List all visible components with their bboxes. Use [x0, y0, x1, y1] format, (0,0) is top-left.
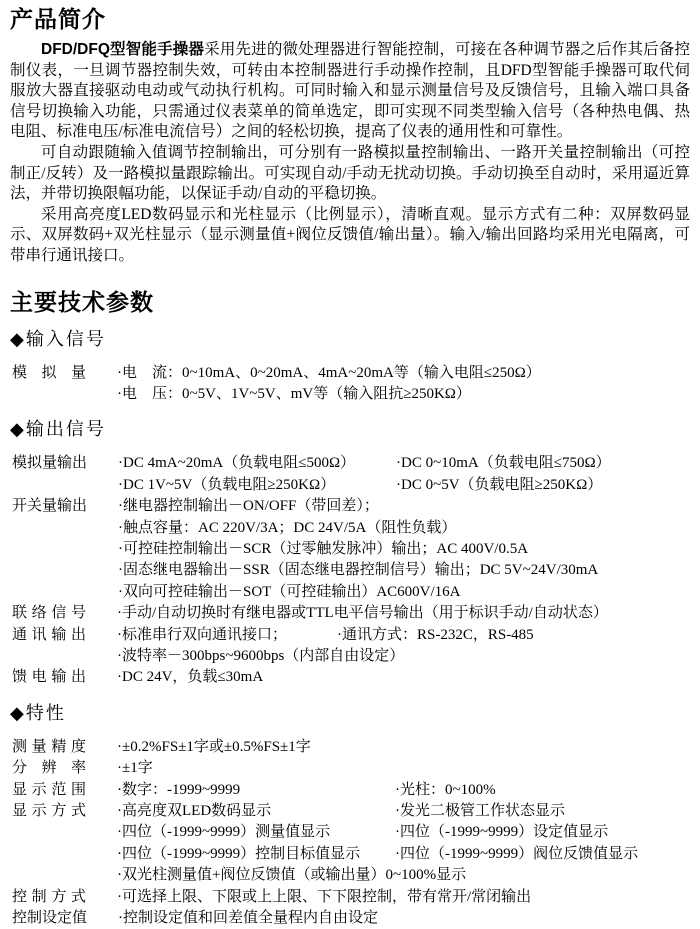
spec-row-control-mode: [10, 887, 690, 908]
spec-row-resolution: [10, 758, 690, 779]
spec-value: ·标准串行双向通讯接口；: [117, 626, 287, 643]
intro-paragraph-2: 可自动跟随输入值调节控制输出，可分别有一路模拟量控制输出、一路开关量控制输出（可控制正/反转）及一路模拟量跟踪输出。可实现自动/手动无扰动切换。手动切换至自动时，采用逼近算法，并带切换限幅功能，以保证手动/自动的平稳切换。: [10, 143, 690, 203]
spec-value: ·可选择上限、下限或上上限、下下限控制，带有常开/常闭输出: [117, 888, 532, 905]
spec-row-comm-output: [10, 625, 690, 668]
spec-row-feed-output: [10, 667, 690, 688]
spec-value: ·继电器控制输出－ON/OFF（带回差）；: [118, 498, 379, 515]
intro-paragraph-1-text: 采用先进的微处理器进行智能控制，可接在各种调节器之后作其后备控制仪表，一旦调节器控制失效，可转由本控制器进行手动操作控制，且DFD型智能手操器可取代伺服放大器直接驱动电动或气动执行机构。可同时输入和显示测量信号及反馈信号，且输入端口具备信号切换输入功能，只需通过仪表菜单的简单选定，即可实现不同类型输入信号（各种热电偶、热电阻、标准电压/标准电流信号）之间的轻松切换，提高了仪表的通用性和可靠性。: [10, 41, 690, 141]
spec-value: ·手动/自动切换时有继电器或TTL电平信号输出（用于标识手动/自动状态）: [117, 605, 608, 622]
spec-value: ·±1字: [117, 760, 153, 777]
spec-value: ·数字：-1999~9999: [117, 781, 241, 798]
product-model-lead: DFD/DFQ型智能手操器: [41, 41, 205, 58]
spec-value: ·波特率－300bps~9600bps（内部自由设定）: [117, 648, 405, 664]
section-heading-output-signal: ◆输出信号: [10, 419, 106, 440]
spec-value: ·高亮度双LED数码显示: [117, 803, 272, 820]
spec-label: 测量精度: [12, 738, 86, 755]
spec-row-display-range: [10, 780, 690, 801]
spec-value: ·DC 24V，负载≤30mA: [117, 669, 264, 686]
spec-value: ·DC 0~10mA（负载电阻≤750Ω）: [396, 455, 611, 472]
spec-label: 模拟量输出: [12, 455, 88, 472]
spec-value: ·DC 4mA~20mA（负载电阻≤500Ω）: [118, 455, 356, 472]
spec-value: ·光柱：0~100%: [395, 781, 496, 798]
spec-row-display-mode: [10, 801, 690, 887]
spec-label: 开关量输出: [12, 498, 88, 515]
spec-label: 联络信号: [12, 605, 86, 622]
spec-row-switch-output: [10, 496, 690, 603]
spec-value: ·四位（-1999~9999）控制目标值显示: [117, 845, 361, 862]
spec-label: 控制方式: [12, 888, 86, 905]
spec-label: 模拟量: [12, 364, 86, 381]
spec-label: 控制设定值: [12, 910, 88, 927]
spec-label: 分辨率: [12, 760, 86, 777]
spec-value: ·±0.2%FS±1字或±0.5%FS±1字: [117, 738, 311, 755]
spec-value: ·通讯方式：RS-232C，RS-485: [337, 626, 534, 643]
spec-value: ·发光二极管工作状态显示: [395, 803, 565, 820]
spec-value: ·四位（-1999~9999）阀位反馈值显示: [395, 845, 639, 862]
product-intro-title: 产品简介: [10, 6, 106, 32]
spec-value: ·DC 0~5V（负载电阻≥250KΩ）: [396, 476, 603, 493]
tech-params-title: 主要技术参数: [10, 288, 154, 315]
spec-row-analog-output: [10, 453, 690, 496]
intro-paragraph-1: [10, 40, 690, 143]
section-heading-features: ◆特性: [10, 702, 66, 723]
spec-value: ·可控硅控制输出－SCR（过零触发脉冲）输出；AC 400V/0.5A: [118, 540, 529, 557]
spec-value: ·控制设定值和回差值全量程内自由设定: [118, 910, 379, 927]
spec-value: ·四位（-1999~9999）设定值显示: [395, 824, 609, 841]
spec-value: ·双向可控硅输出－SOT（可控硅输出）AC600V/16A: [118, 583, 461, 600]
spec-row-accuracy: [10, 737, 690, 758]
section-heading-input-signal: ◆输入信号: [10, 328, 106, 349]
intro-paragraph-3: 采用高亮度LED数码显示和光柱显示（比例显示），清晰直观。显示方式有二种：双屏数码显示、双屏数码+双光柱显示（显示测量值+阀位反馈值/输出量）。输入/输出回路均采用光电隔离，可带串行通讯接口。: [10, 205, 690, 264]
spec-value: ·DC 1V~5V（负载电阻≥250KΩ）: [118, 476, 336, 493]
spec-value: ·触点容量：AC 220V/3A；DC 24V/5A（阻性负载）: [118, 519, 457, 536]
spec-value: ·电 压：0~5V、1V~5V、mV等（输入阻抗≥250KΩ）: [117, 385, 471, 402]
spec-value: ·双光柱测量值+阀位反馈值（或输出量）0~100%显示: [117, 867, 467, 884]
spec-label: 显示方式: [12, 803, 86, 820]
spec-value: ·固态继电器输出－SSR（固态继电器控制信号）输出；DC 5V~24V/30mA: [118, 562, 599, 579]
spec-row-control-setpoint: [10, 908, 690, 929]
spec-label: 通讯输出: [12, 626, 86, 643]
spec-label: 馈电输出: [12, 669, 86, 686]
spec-label: 显示范围: [12, 781, 86, 798]
spec-value: ·四位（-1999~9999）测量值显示: [117, 824, 331, 841]
spec-value: ·电 流：0~10mA、0~20mA、4mA~20mA等（输入电阻≤250Ω）: [117, 364, 541, 381]
spec-row-analog-input: [10, 363, 690, 406]
spec-row-link-signal: [10, 603, 690, 624]
